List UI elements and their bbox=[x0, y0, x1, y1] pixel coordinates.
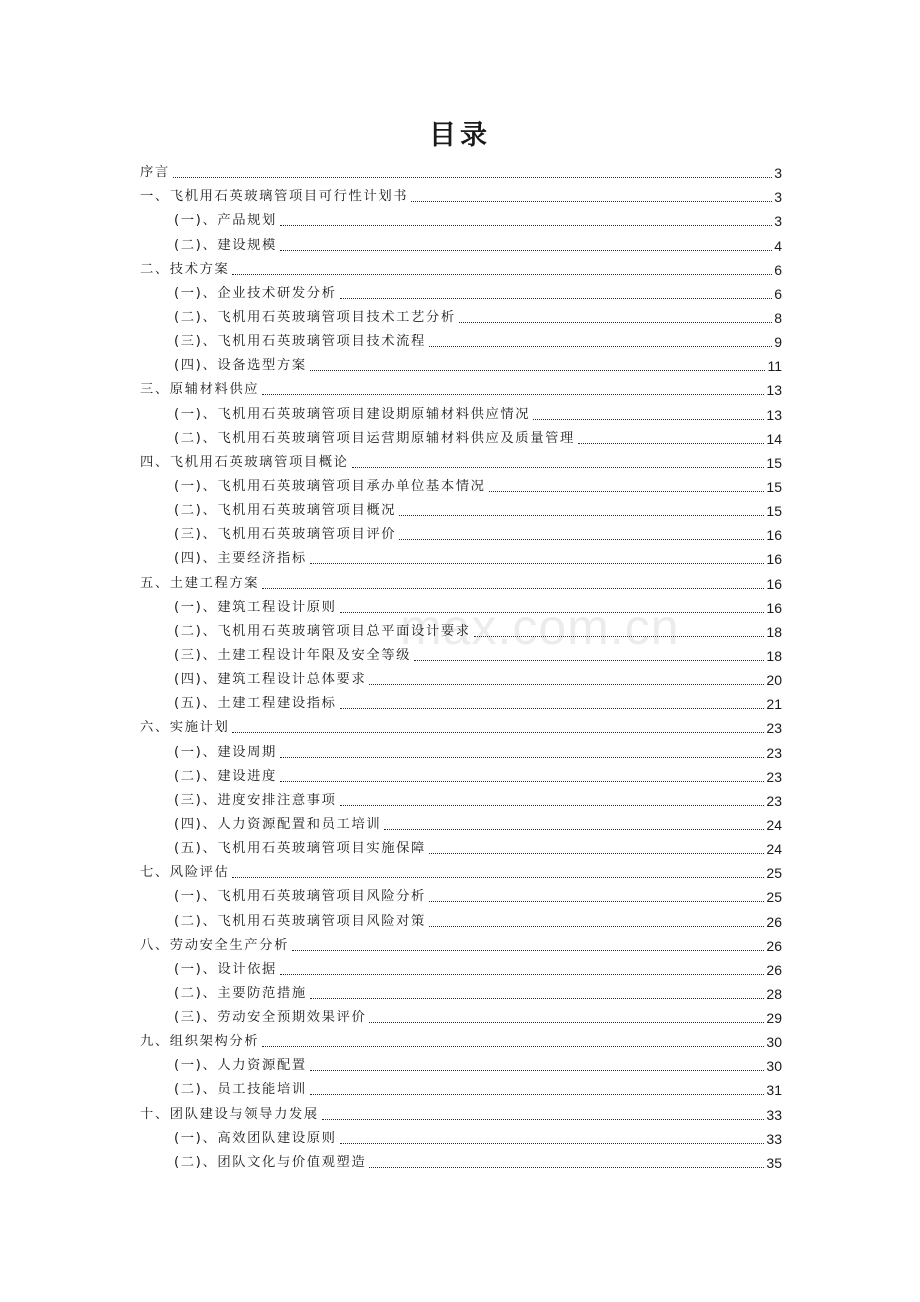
toc-subsection-entry[interactable] bbox=[140, 1053, 782, 1077]
toc-entry-text: (一)、高效团队建设原则 bbox=[174, 1130, 337, 1146]
toc-list bbox=[140, 160, 782, 1174]
dot-leader bbox=[369, 1167, 764, 1168]
dot-leader bbox=[340, 708, 765, 709]
toc-entry-text: (一)、人力资源配置 bbox=[174, 1058, 307, 1074]
toc-subsection-entry[interactable] bbox=[140, 232, 782, 256]
toc-entry-text: (二)、飞机用石英玻璃管项目风险对策 bbox=[174, 913, 426, 929]
toc-page-number: 16 bbox=[766, 575, 782, 592]
toc-page-number: 13 bbox=[766, 406, 782, 423]
toc-entry-text: (四)、建筑工程设计总体要求 bbox=[174, 672, 367, 688]
toc-entry-text: 四、飞机用石英玻璃管项目概论 bbox=[140, 454, 349, 470]
toc-subsection-entry[interactable] bbox=[140, 788, 782, 812]
toc-subsection-entry[interactable] bbox=[140, 305, 782, 329]
toc-entry-text: (五)、飞机用石英玻璃管项目实施保障 bbox=[174, 841, 426, 857]
toc-entry-text: 十、团队建设与领导力发展 bbox=[140, 1106, 319, 1122]
dot-leader bbox=[280, 781, 764, 782]
dot-leader bbox=[578, 443, 765, 444]
toc-page-number: 3 bbox=[774, 213, 782, 230]
toc-page-number: 3 bbox=[774, 165, 782, 182]
dot-leader bbox=[280, 250, 772, 251]
toc-entry-text: (一)、建设周期 bbox=[174, 744, 277, 760]
toc-subsection-entry[interactable] bbox=[140, 546, 782, 570]
toc-subsection-entry[interactable] bbox=[140, 208, 782, 232]
toc-subsection-entry[interactable] bbox=[140, 1150, 782, 1174]
toc-page-number: 9 bbox=[774, 334, 782, 351]
toc-section-entry[interactable] bbox=[140, 570, 782, 594]
toc-title: 目录 bbox=[429, 120, 491, 151]
toc-entry-text: (二)、员工技能培训 bbox=[174, 1082, 307, 1098]
toc-section-entry[interactable] bbox=[140, 933, 782, 957]
dot-leader bbox=[310, 370, 766, 371]
dot-leader bbox=[399, 515, 764, 516]
toc-subsection-entry[interactable] bbox=[140, 353, 782, 377]
toc-page-number: 15 bbox=[766, 503, 782, 520]
toc-page-number: 23 bbox=[766, 744, 782, 761]
toc-entry-text: (一)、飞机用石英玻璃管项目建设期原辅材料供应情况 bbox=[174, 406, 531, 422]
dot-leader bbox=[414, 660, 764, 661]
toc-subsection-entry[interactable] bbox=[140, 812, 782, 836]
toc-subsection-entry[interactable] bbox=[140, 836, 782, 860]
toc-entry-text: (一)、产品规划 bbox=[174, 213, 277, 229]
toc-page-number: 4 bbox=[774, 237, 782, 254]
toc-page-number: 33 bbox=[766, 1106, 782, 1123]
toc-page-number: 6 bbox=[774, 285, 782, 302]
dot-leader bbox=[322, 1119, 765, 1120]
toc-subsection-entry[interactable] bbox=[140, 595, 782, 619]
toc-page-number: 6 bbox=[774, 261, 782, 278]
toc-subsection-entry[interactable] bbox=[140, 1126, 782, 1150]
dot-leader bbox=[489, 491, 765, 492]
toc-section-entry[interactable] bbox=[140, 257, 782, 281]
toc-section-entry[interactable] bbox=[140, 1101, 782, 1125]
toc-entry-text: (一)、飞机用石英玻璃管项目承办单位基本情况 bbox=[174, 478, 486, 494]
dot-leader bbox=[340, 805, 765, 806]
toc-page-number: 16 bbox=[766, 599, 782, 616]
toc-subsection-entry[interactable] bbox=[140, 281, 782, 305]
dot-leader bbox=[352, 467, 765, 468]
toc-entry-text: (一)、飞机用石英玻璃管项目风险分析 bbox=[174, 889, 426, 905]
toc-subsection-entry[interactable] bbox=[140, 667, 782, 691]
toc-page-number: 30 bbox=[766, 1058, 782, 1075]
dot-leader bbox=[232, 732, 764, 733]
dot-leader bbox=[369, 1022, 764, 1023]
dot-leader bbox=[459, 322, 772, 323]
toc-page-number: 26 bbox=[766, 937, 782, 954]
toc-subsection-entry[interactable] bbox=[140, 957, 782, 981]
toc-entry-text: 八、劳动安全生产分析 bbox=[140, 937, 289, 953]
dot-leader bbox=[369, 684, 764, 685]
dot-leader bbox=[384, 829, 764, 830]
toc-subsection-entry[interactable] bbox=[140, 522, 782, 546]
toc-subsection-entry[interactable] bbox=[140, 691, 782, 715]
toc-subsection-entry[interactable] bbox=[140, 739, 782, 763]
toc-entry-text: (三)、进度安排注意事项 bbox=[174, 792, 337, 808]
toc-subsection-entry[interactable] bbox=[140, 981, 782, 1005]
toc-entry-text: (四)、主要经济指标 bbox=[174, 551, 307, 567]
toc-section-entry[interactable] bbox=[140, 860, 782, 884]
dot-leader bbox=[429, 926, 764, 927]
dot-leader bbox=[280, 757, 764, 758]
toc-page-number: 25 bbox=[766, 889, 782, 906]
toc-page-number: 18 bbox=[766, 647, 782, 664]
toc-page-number: 24 bbox=[766, 841, 782, 858]
toc-entry-text: (二)、主要防范措施 bbox=[174, 985, 307, 1001]
dot-leader bbox=[411, 201, 772, 202]
toc-page-number: 33 bbox=[766, 1130, 782, 1147]
toc-page-number: 23 bbox=[766, 720, 782, 737]
toc-page-number: 18 bbox=[766, 623, 782, 640]
toc-entry-text: 九、组织架构分析 bbox=[140, 1034, 260, 1050]
watermark: max.com.cn bbox=[400, 599, 680, 655]
toc-section-entry[interactable] bbox=[140, 160, 782, 184]
dot-leader bbox=[310, 563, 765, 564]
toc-page-number: 3 bbox=[774, 189, 782, 206]
dot-leader bbox=[173, 177, 772, 178]
dot-leader bbox=[310, 1070, 765, 1071]
toc-subsection-entry[interactable] bbox=[140, 1077, 782, 1101]
dot-leader bbox=[533, 419, 764, 420]
dot-leader bbox=[399, 539, 764, 540]
dot-leader bbox=[429, 346, 772, 347]
toc-page-number: 35 bbox=[766, 1154, 782, 1171]
toc-subsection-entry[interactable] bbox=[140, 474, 782, 498]
toc-page-number: 23 bbox=[766, 768, 782, 785]
toc-page-number: 29 bbox=[766, 1010, 782, 1027]
toc-page-number: 20 bbox=[766, 672, 782, 689]
toc-entry-text: (五)、土建工程建设指标 bbox=[174, 696, 337, 712]
toc-subsection-entry[interactable] bbox=[140, 908, 782, 932]
toc-entry-text: (四)、人力资源配置和员工培训 bbox=[174, 816, 382, 832]
toc-page-number: 25 bbox=[766, 865, 782, 882]
toc-entry-text: 一、飞机用石英玻璃管项目可行性计划书 bbox=[140, 189, 409, 205]
toc-subsection-entry[interactable] bbox=[140, 401, 782, 425]
toc-page-number: 11 bbox=[767, 358, 782, 375]
toc-entry-text: (三)、飞机用石英玻璃管项目技术流程 bbox=[174, 334, 426, 350]
toc-section-entry[interactable] bbox=[140, 377, 782, 401]
toc-entry-text: (三)、劳动安全预期效果评价 bbox=[174, 1010, 367, 1026]
dot-leader bbox=[262, 1046, 764, 1047]
toc-entry-text: (二)、飞机用石英玻璃管项目概况 bbox=[174, 503, 397, 519]
toc-section-entry[interactable] bbox=[140, 1029, 782, 1053]
toc-subsection-entry[interactable] bbox=[140, 643, 782, 667]
toc-page-number: 21 bbox=[766, 696, 782, 713]
toc-page-number: 14 bbox=[766, 430, 782, 447]
toc-page-number: 28 bbox=[766, 985, 782, 1002]
dot-leader bbox=[429, 853, 764, 854]
toc-section-entry[interactable] bbox=[140, 184, 782, 208]
toc-entry-text: (二)、飞机用石英玻璃管项目运营期原辅材料供应及质量管理 bbox=[174, 430, 575, 446]
dot-leader bbox=[262, 588, 764, 589]
toc-subsection-entry[interactable] bbox=[140, 498, 782, 522]
toc-page-number: 15 bbox=[766, 478, 782, 495]
toc-entry-text: (三)、飞机用石英玻璃管项目评价 bbox=[174, 527, 397, 543]
toc-subsection-entry[interactable] bbox=[140, 426, 782, 450]
toc-subsection-entry[interactable] bbox=[140, 329, 782, 353]
toc-page-number: 26 bbox=[766, 961, 782, 978]
toc-entry-text: (一)、建筑工程设计原则 bbox=[174, 599, 337, 615]
dot-leader bbox=[310, 1094, 765, 1095]
toc-subsection-entry[interactable] bbox=[140, 1005, 782, 1029]
toc-entry-text: (四)、设备选型方案 bbox=[174, 358, 307, 374]
toc-subsection-entry[interactable] bbox=[140, 884, 782, 908]
toc-page-number: 23 bbox=[766, 792, 782, 809]
toc-page-number: 16 bbox=[766, 527, 782, 544]
dot-leader bbox=[474, 636, 765, 637]
dot-leader bbox=[340, 1143, 765, 1144]
toc-entry-text: (二)、飞机用石英玻璃管项目技术工艺分析 bbox=[174, 309, 456, 325]
dot-leader bbox=[280, 225, 772, 226]
toc-page-number: 24 bbox=[766, 816, 782, 833]
dot-leader bbox=[292, 950, 764, 951]
dot-leader bbox=[340, 612, 765, 613]
toc-page-number: 26 bbox=[766, 913, 782, 930]
toc-entry-text: (二)、飞机用石英玻璃管项目总平面设计要求 bbox=[174, 623, 471, 639]
dot-leader bbox=[340, 298, 773, 299]
toc-page-number: 13 bbox=[766, 382, 782, 399]
toc-section-entry[interactable] bbox=[140, 450, 782, 474]
toc-entry-text: (一)、设计依据 bbox=[174, 961, 277, 977]
dot-leader bbox=[232, 274, 772, 275]
toc-page-number: 30 bbox=[766, 1034, 782, 1051]
toc-page-number: 16 bbox=[766, 551, 782, 568]
toc-page-number: 8 bbox=[774, 309, 782, 326]
dot-leader bbox=[232, 877, 764, 878]
toc-entry-text: 五、土建工程方案 bbox=[140, 575, 260, 591]
toc-section-entry[interactable] bbox=[140, 715, 782, 739]
toc-page-number: 31 bbox=[766, 1082, 782, 1099]
toc-entry-text: 二、技术方案 bbox=[140, 261, 230, 277]
toc-entry-text: (三)、土建工程设计年限及安全等级 bbox=[174, 647, 412, 663]
toc-entry-text: (二)、团队文化与价值观塑造 bbox=[174, 1154, 367, 1170]
toc-subsection-entry[interactable] bbox=[140, 764, 782, 788]
toc-entry-text: (二)、建设进度 bbox=[174, 768, 277, 784]
toc-entry-text: 六、实施计划 bbox=[140, 720, 230, 736]
toc-entry-text: (二)、建设规模 bbox=[174, 237, 277, 253]
toc-entry-text: 三、原辅材料供应 bbox=[140, 382, 260, 398]
dot-leader bbox=[310, 998, 765, 999]
dot-leader bbox=[429, 901, 764, 902]
toc-page-number: 15 bbox=[766, 454, 782, 471]
toc-entry-text: 序言 bbox=[140, 165, 170, 181]
dot-leader bbox=[280, 974, 764, 975]
toc-entry-text: 七、风险评估 bbox=[140, 865, 230, 881]
dot-leader bbox=[262, 394, 764, 395]
toc-entry-text: (一)、企业技术研发分析 bbox=[174, 285, 337, 301]
toc-subsection-entry[interactable] bbox=[140, 619, 782, 643]
